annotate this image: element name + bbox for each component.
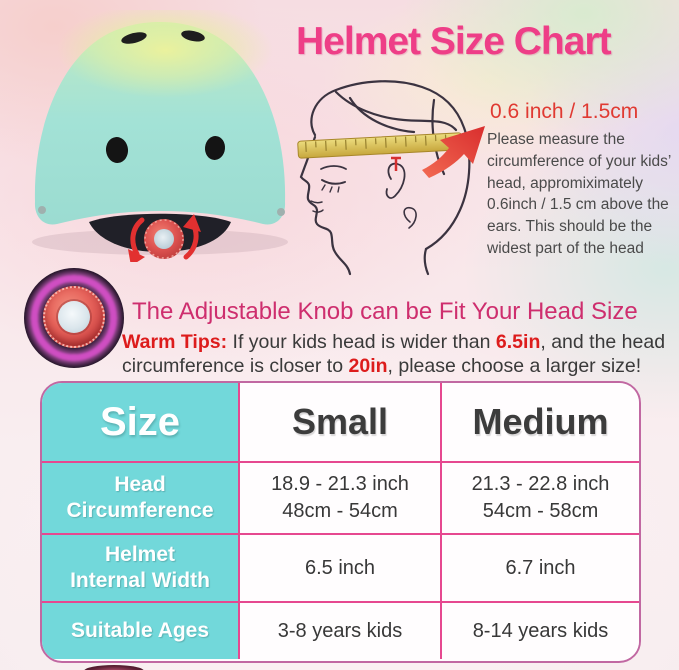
row-label-suitable-ages: Suitable Ages (42, 603, 240, 659)
table-header-small: Small (240, 383, 442, 463)
partial-image-bottom (84, 665, 144, 670)
cell-small-internal-width: 6.5 inch (240, 535, 442, 603)
table-header-medium: Medium (442, 383, 639, 463)
size-table (40, 381, 641, 663)
instruction-line: 0.6inch / 1.5 cm above the (487, 196, 669, 214)
page-title: Helmet Size Chart (296, 20, 611, 63)
warm-tips-text: , please choose a larger size! (387, 354, 642, 377)
helmet-photo (25, 10, 295, 262)
knob-photo (24, 268, 124, 368)
cell-small-head-circumference: 18.9 - 21.3 inch 48cm - 54cm (240, 463, 442, 535)
measurement-instructions (487, 129, 677, 260)
helmet-rivet (38, 206, 46, 214)
instruction-line: widest part of the head (487, 239, 644, 257)
warm-tips-text: circumference is closer to (122, 354, 349, 377)
instruction-line: Please measure the (487, 131, 625, 148)
warm-tips-highlight: 20in (348, 354, 388, 377)
adjust-knob-center (154, 229, 174, 249)
cell-medium-internal-width: 6.7 inch (442, 535, 639, 603)
table-header-size: Size (42, 383, 240, 463)
instruction-line: circumference of your kids’ (487, 152, 672, 170)
instruction-line: ears. This should be the (487, 218, 653, 236)
warm-tips-line (122, 355, 665, 379)
cell-small-suitable-ages: 3-8 years kids (240, 603, 442, 659)
row-label-internal-width: Helmet Internal Width (42, 535, 240, 603)
cell-medium-head-circumference: 21.3 - 22.8 inch 54cm - 58cm (442, 463, 639, 535)
warm-tips-text: , and the head (540, 331, 666, 353)
head-outline (301, 81, 469, 274)
warm-tips-label: Warm Tips: (122, 331, 228, 353)
helmet-rivet (277, 208, 285, 216)
warm-tips-line (122, 331, 665, 355)
head-measurement-illustration (288, 80, 490, 276)
instruction-line: head, appromiximately (487, 174, 643, 192)
knob-dial-center (58, 301, 90, 333)
warm-tips (122, 331, 665, 378)
warm-tips-highlight: 6.5in (495, 331, 541, 353)
measurement-label: 0.6 inch / 1.5cm (490, 100, 639, 123)
warm-tips-text: If your kids head is wider than (227, 331, 496, 353)
cell-medium-suitable-ages: 8-14 years kids (442, 603, 639, 659)
knob-heading: The Adjustable Knob can be Fit Your Head Size (132, 298, 638, 325)
row-label-head-circumference: Head Circumference (42, 463, 240, 535)
